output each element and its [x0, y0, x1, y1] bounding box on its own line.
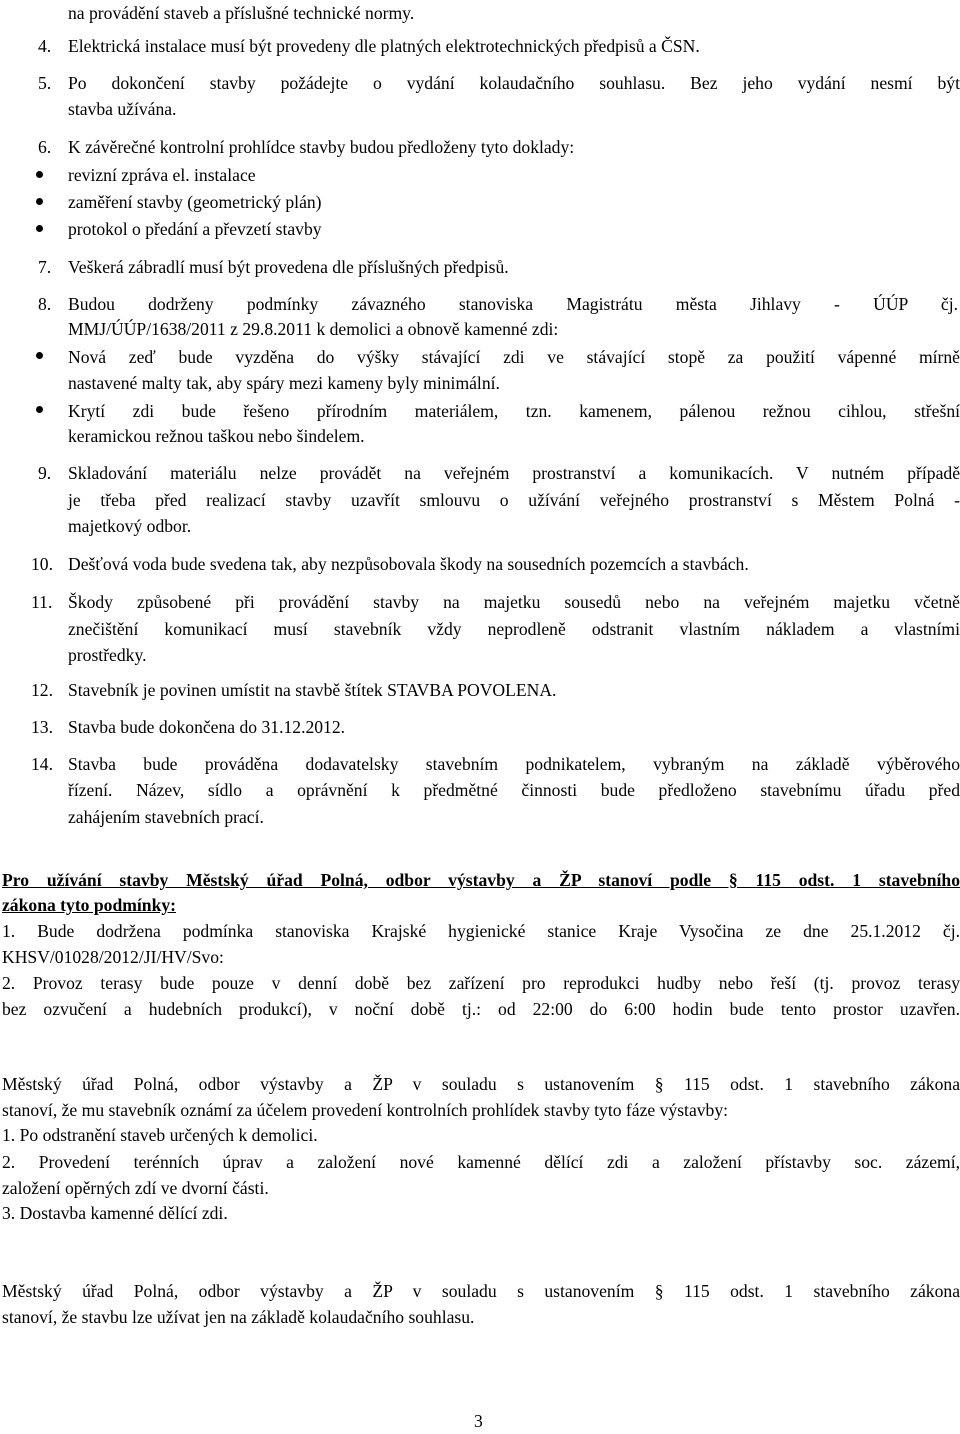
bullet-text: nastavené malty tak, aby spáry mezi kameny byly minimální. — [68, 373, 500, 393]
item-text: majetkový odbor. — [68, 516, 192, 536]
item-text: Dešťová voda bude svedena tak, aby nezpůsobovala škody na sousedních pozemcích a stavbách. — [68, 554, 749, 574]
paragraph-text: 3. Dostavba kamenné dělící zdi. — [2, 1203, 228, 1223]
bullet-icon — [36, 198, 43, 205]
item-number: 8. — [38, 294, 52, 314]
paragraph-text: založení opěrných zdí ve dvorní části. — [2, 1178, 269, 1198]
item-text: Stavba bude dokončena do 31.12.2012. — [68, 717, 346, 737]
bullet-text: protokol o předání a převzetí stavby — [68, 219, 322, 239]
item-text: Po dokončení stavby požádejte o vydání kolaudačního souhlasu. Bez jeho vydání nesmí být — [68, 73, 960, 93]
section-heading: Pro užívání stavby Městský úřad Polná, odbor výstavby a ŽP stanoví podle § 115 odst. 1 stavebního — [2, 870, 960, 890]
bullet-text: Nová zeď bude vyzděna do výšky stávající zdi ve stávající stopě za použití vápenné mírně — [68, 347, 960, 367]
item-number: 14. — [31, 754, 53, 774]
item-number: 5. — [38, 73, 52, 93]
section-heading: zákona tyto podmínky: — [2, 895, 177, 915]
bullet-icon — [36, 406, 43, 413]
item-number: 4. — [38, 36, 52, 56]
item-text: Stavebník je povinen umístit na stavbě štítek STAVBA POVOLENA. — [68, 680, 557, 700]
bullet-text: revizní zpráva el. instalace — [68, 165, 256, 185]
bullet-icon — [36, 225, 43, 232]
paragraph-text: 1. Po odstranění staveb určených k demolici. — [2, 1125, 318, 1145]
item-number: 11. — [31, 592, 53, 612]
item-text: Skladování materiálu nelze provádět na veřejném prostranství a komunikacích. V nutném případě — [68, 463, 960, 483]
item-text: MMJ/ÚÚP/1638/2011 z 29.8.2011 k demolici a obnově kamenné zdi: — [68, 319, 559, 339]
item-text: prostředky. — [68, 645, 147, 665]
paragraph-text: Městský úřad Polná, odbor výstavby a ŽP v souladu s ustanovením § 115 odst. 1 stavebního zákona — [2, 1074, 960, 1094]
item-text: K závěrečné kontrolní prohlídce stavby budou předloženy tyto doklady: — [68, 137, 575, 157]
item-number: 10. — [31, 554, 53, 574]
condition-text: 2. Provoz terasy bude pouze v denní době bez zařízení pro reprodukci hudby nebo řeší (tj. provoz terasy — [2, 973, 960, 993]
item-number: 9. — [38, 463, 52, 483]
bullet-text: zaměření stavby (geometrický plán) — [68, 192, 322, 212]
item-text: Stavba bude prováděna dodavatelsky stavebním podnikatelem, vybraným na základě výběrového — [68, 754, 960, 774]
item-text: řízení. Název, sídlo a oprávnění k předmětné činnosti bude předloženo stavebnímu úřadu před — [68, 780, 960, 800]
paragraph-text: Městský úřad Polná, odbor výstavby a ŽP v souladu s ustanovením § 115 odst. 1 stavebního zákona — [2, 1281, 960, 1301]
item-number: 6. — [38, 137, 52, 157]
item-text: Budou dodrženy podmínky závazného stanoviska Magistrátu města Jihlavy - ÚÚP čj. — [68, 294, 958, 314]
paragraph-text: 2. Provedení terénních úprav a založení nové kamenné dělící zdi a založení přístavby soc. zázemí, — [2, 1152, 960, 1172]
item-text: stavba užívána. — [68, 99, 177, 119]
condition-text: bez ozvučení a hudebních produkcí), v noční době tj.: od 22:00 do 6:00 hodin bude tento prostor uzavřen. — [2, 999, 960, 1019]
bullet-icon — [36, 352, 43, 359]
item-number: 7. — [38, 257, 52, 277]
item-number: 12. — [31, 680, 53, 700]
item-text: Veškerá zábradlí musí být provedena dle příslušných předpisů. — [68, 257, 509, 277]
item-number: 13. — [31, 717, 53, 737]
item-text: Elektrická instalace musí být provedeny dle platných elektrotechnických předpisů a ČSN. — [68, 36, 700, 56]
item-text: je třeba před realizací stavby uzavřít smlouvu o užívání veřejného prostranství s Městem Polná - — [68, 490, 960, 510]
item-text: Škody způsobené při provádění stavby na majetku sousedů nebo na veřejném majetku včetně — [68, 592, 960, 612]
bullet-text: Krytí zdi bude řešeno přírodním materiálem, tzn. kamenem, pálenou režnou cihlou, střešní — [68, 401, 960, 421]
page-number: 3 — [474, 1411, 483, 1431]
item-text: znečištění komunikací musí stavebník vždy neprodleně odstranit vlastním nákladem a vlastními — [68, 619, 960, 639]
item-text: zahájením stavebních prací. — [68, 807, 264, 827]
condition-text: KHSV/01028/2012/JI/HV/Svo: — [2, 947, 224, 967]
condition-text: 1. Bude dodržena podmínka stanoviska Krajské hygienické stanice Kraje Vysočina ze dne 25.1.2012 čj. — [2, 921, 960, 941]
paragraph-text: stanoví, že stavbu lze užívat jen na základě kolaudačního souhlasu. — [2, 1307, 475, 1327]
paragraph-text: stanoví, že mu stavebník oznámí za účelem provedení kontrolních prohlídek stavby tyto fáze výstavby: — [2, 1100, 729, 1120]
bullet-text: keramickou režnou taškou nebo šindelem. — [68, 426, 365, 446]
text-line: na provádění staveb a příslušné technické normy. — [68, 3, 415, 23]
bullet-icon — [36, 171, 43, 178]
